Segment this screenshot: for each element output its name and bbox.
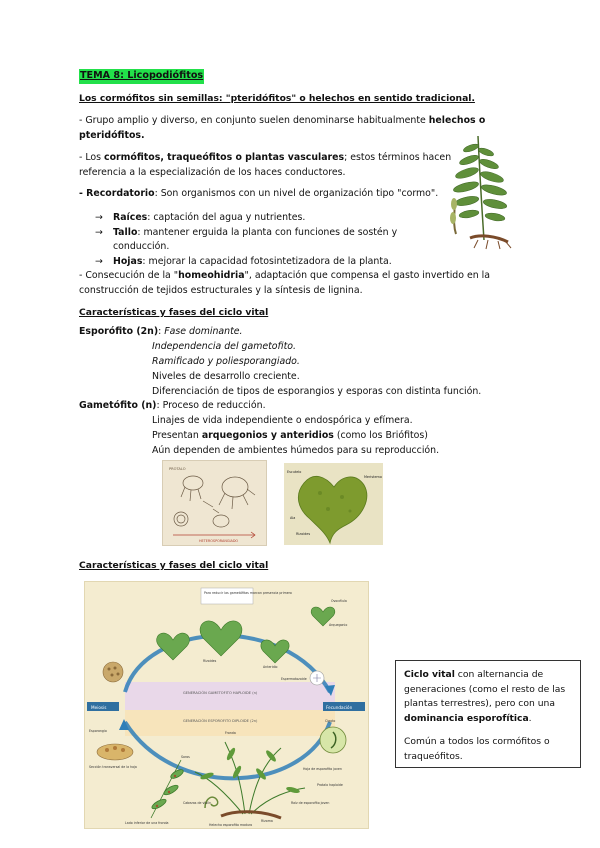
- paragraph-2: - Los cormófitos, traqueófitos o plantas vasculares; estos términos hacen: [79, 152, 452, 163]
- fig-label: Ala: [290, 516, 296, 520]
- bullet-hojas: → Hojas: mejorar la capacidad fotosintetizadora de la planta.: [95, 255, 392, 270]
- bullet-raices: → Raíces: captación del agua y nutrientes.: [95, 211, 305, 226]
- esporofito-item: Niveles de desarrollo creciente.: [152, 371, 300, 382]
- cycle-label: Rizoides: [203, 659, 217, 663]
- paragraph-homeohidria-line2: construcción de tejidos estructurales y la síntesis de lignina.: [79, 285, 363, 296]
- fern-illustration: [440, 130, 525, 250]
- cycle-label: Protalo haploide: [317, 783, 343, 787]
- cycle-label: Hoja de esporofito joven: [303, 767, 342, 771]
- gametofito-item: Presentan arquegonios y anteridios (como los Briófitos): [152, 430, 428, 441]
- paragraph-1: - Grupo amplio y diverso, en conjunto suelen denominarse habitualmente helechos o: [79, 115, 486, 126]
- thallus-figure: [284, 463, 383, 545]
- cycle-label: Helecho esporofito maduro: [209, 823, 253, 827]
- cycle-label: Rizoma: [261, 819, 273, 823]
- cycle-haploid-label: GENERACIÓN GAMETOFITO HAPLOIDE (n): [183, 691, 258, 695]
- fig-label: HETEROSPORANGIADO: [199, 539, 239, 543]
- cycle-label: Fronda: [225, 731, 236, 735]
- section-ciclo-vital-1: Características y fases del ciclo vital: [79, 307, 269, 318]
- note-paragraph-1: Ciclo vital con alternancia de generaciones (como el resto de las plantas terrestres), pero con una dominancia esporofítica.: [404, 669, 566, 725]
- gametofito-row: Gametófito (n): Proceso de reducción.: [79, 400, 266, 411]
- note-paragraph-2: Común a todos los cormófitos o traqueófitos.: [404, 735, 550, 762]
- cycle-label: Anteridio: [263, 665, 278, 669]
- paragraph-homeohidria: - Consecución de la "homeohidria", adaptación que compensa el gasto invertido en la: [79, 270, 491, 281]
- arrow-right-icon: →: [95, 227, 103, 238]
- paragraph-recordatorio: - Recordatorio: Son organismos con un nivel de organización tipo "cormo".: [79, 188, 439, 199]
- gametofito-item: Linajes de vida independiente o endospórica y efímera.: [152, 415, 413, 426]
- cycle-label: Para reducir las gametófitas marcan presencia primero: [204, 591, 292, 595]
- cycle-label: Espermatozoide: [281, 677, 307, 681]
- cycle-label: Esporangio: [89, 729, 107, 733]
- protalo-figure: [162, 460, 267, 546]
- bullet-tallo-cont: conducción.: [113, 241, 170, 252]
- fig-label: PROTALO: [169, 467, 186, 471]
- esporofito-item: Diferenciación de tipos de esporangios y esporas con distinta función.: [152, 386, 482, 397]
- life-cycle-diagram: [84, 581, 369, 829]
- paragraph-2-line2: referencia a la especialización de los haces conductores.: [79, 167, 346, 178]
- gametofito-item: Aún dependen de ambientes húmedos para su reproducción.: [152, 445, 440, 456]
- paragraph-1-line2: pteridófitos.: [79, 130, 145, 141]
- arrow-right-icon: →: [95, 256, 103, 267]
- ciclo-vital-note-box: [395, 660, 581, 768]
- bullet-tallo: → Tallo: mantener erguida la planta con funciones de sostén y: [95, 226, 397, 241]
- page-title: TEMA 8: Licopodiófitos: [79, 69, 204, 84]
- fig-label: Meristemo: [364, 475, 382, 479]
- cycle-label: Ovocélula: [331, 599, 347, 603]
- cycle-label: Cabezas de violín: [183, 801, 211, 805]
- arrow-right-icon: →: [95, 212, 103, 223]
- cycle-label: Lado inferior de una fronda: [125, 821, 169, 825]
- fig-label: Rizoides: [296, 532, 311, 536]
- section-heading: Los cormófitos sin semillas: "pteridófitos" o helechos en sentido tradicional.: [79, 93, 475, 104]
- cycle-label: Sección transversal de la hoja: [89, 765, 137, 769]
- cycle-label: Arquegonio: [329, 623, 348, 627]
- esporofito-row: Esporófito (2n): Fase dominante.: [79, 326, 243, 337]
- cycle-label: Soros: [181, 755, 190, 759]
- section-ciclo-vital-2: Características y fases del ciclo vital: [79, 560, 269, 571]
- cycle-label: Raíz de esporofito joven: [291, 801, 330, 805]
- esporofito-item: Ramificado y poliesporangiado.: [152, 356, 300, 367]
- cycle-fecundacion-label: Fecundación: [326, 705, 353, 710]
- cycle-label: Cigoto: [325, 719, 336, 723]
- esporofito-item: Independencia del gametofito.: [152, 341, 296, 352]
- cycle-diploid-label: GENERACIÓN ESPOROFITO DIPLOIDE (2n): [183, 719, 258, 723]
- fig-label: Escutelo: [287, 470, 302, 474]
- cycle-meiosis-label: Meiosis: [91, 705, 107, 710]
